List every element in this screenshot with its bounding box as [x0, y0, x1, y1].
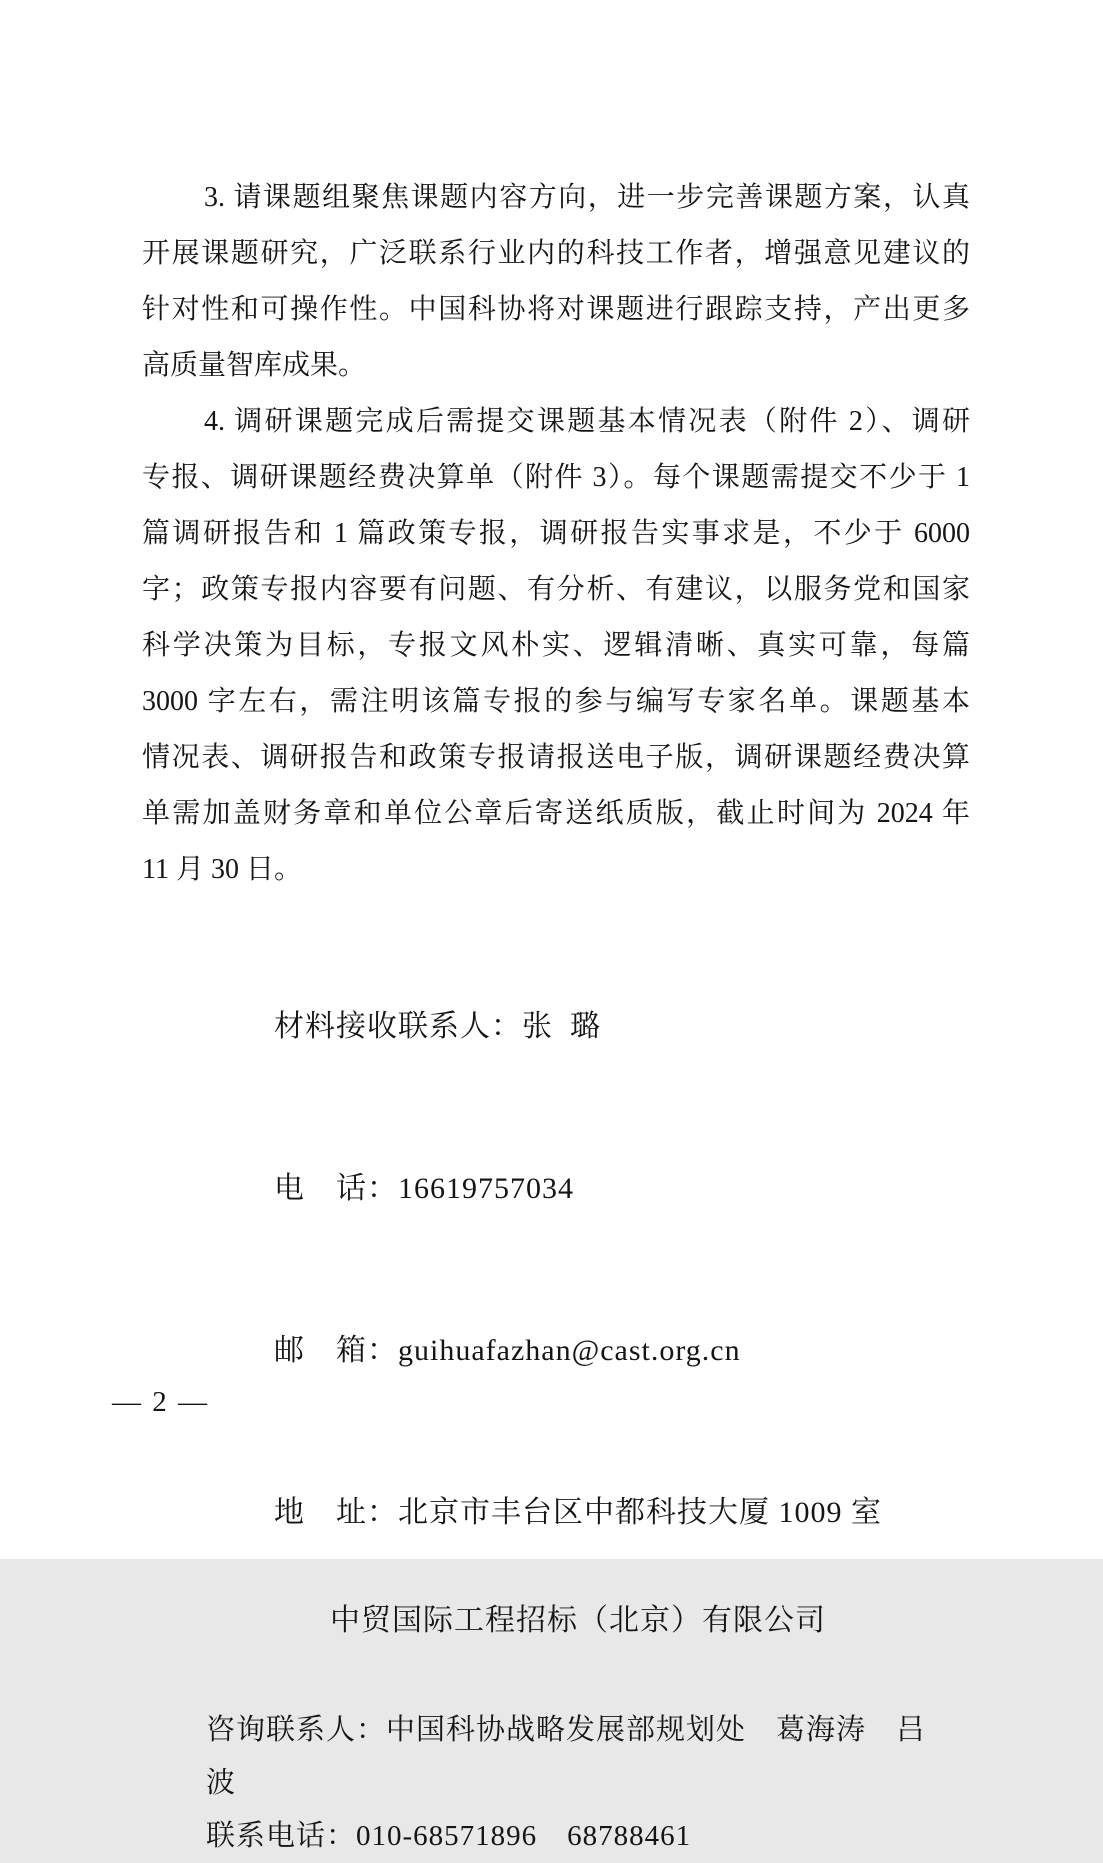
contact-label: 地 址： [274, 1496, 398, 1529]
document-body [142, 170, 970, 1863]
text-line: 3. 请课题组聚焦课题内容方向，进一步完善课题方案，认真 [204, 182, 970, 213]
consult-phone-line: 联系电话：010-68571896 68788461 [206, 1820, 692, 1852]
contact-address-line-2: 中贸国际工程招标（北京）有限公司 [330, 1604, 826, 1637]
text-line: 高质量智库成果。 [142, 350, 367, 381]
text-line: 4. 调研课题完成后需提交课题基本情况表（附件 2）、调研 [204, 406, 970, 437]
text-line: 11 月 30 日。 [142, 854, 302, 885]
text-line: 科学决策为目标，专报文风朴实、逻辑清晰、真实可靠，每篇 [142, 630, 970, 661]
contact-address-line [206, 1432, 970, 1594]
text-line: 情况表、调研报告和政策专报请报送电子版，调研课题经费决算 [142, 742, 970, 773]
text-line: 专报、调研课题经费决算单（附件 3）。每个课题需提交不少于 1 [142, 462, 970, 493]
contact-value: 16619757034 [398, 1172, 574, 1205]
contact-value: guihuafazhan@cast.org.cn [398, 1334, 741, 1367]
contact-value: 北京市丰台区中都科技大厦 1009 室 [398, 1496, 882, 1529]
contact-receiver-line [206, 946, 970, 1108]
text-line: 篇调研报告和 1 篇政策专报，调研报告实事求是，不少于 6000 [142, 518, 970, 549]
contact-value: 张 璐 [522, 1010, 601, 1043]
contact-email-line [206, 1270, 970, 1432]
consult-contact-line: 咨询联系人：中国科协战略发展部规划处 葛海涛 吕 波 [206, 1714, 957, 1799]
text-line: 3000 字左右，需注明该篇专报的参与编写专家名单。课题基本 [142, 686, 970, 717]
text-line: 开展课题研究，广泛联系行业内的科技工作者，增强意见建议的 [142, 238, 970, 269]
contact-label: 电 话： [274, 1172, 398, 1205]
paragraph-3 [142, 170, 970, 394]
text-line: 单需加盖财务章和单位公章后寄送纸质版，截止时间为 2024 年 [142, 798, 970, 829]
text-line: 字；政策专报内容要有问题、有分析、有建议，以服务党和国家 [142, 574, 970, 605]
material-contact-block [142, 946, 970, 1648]
contact-phone-line [206, 1108, 970, 1270]
paragraph-4 [142, 394, 970, 898]
contact-label: 邮 箱： [274, 1334, 398, 1367]
contact-label: 材料接收联系人： [274, 1010, 522, 1043]
consult-contact-block [142, 1704, 970, 1863]
text-line: 针对性和可操作性。中国科协将对课题进行跟踪支持，产出更多 [142, 294, 970, 325]
page-number: — 2 — [112, 1386, 209, 1418]
